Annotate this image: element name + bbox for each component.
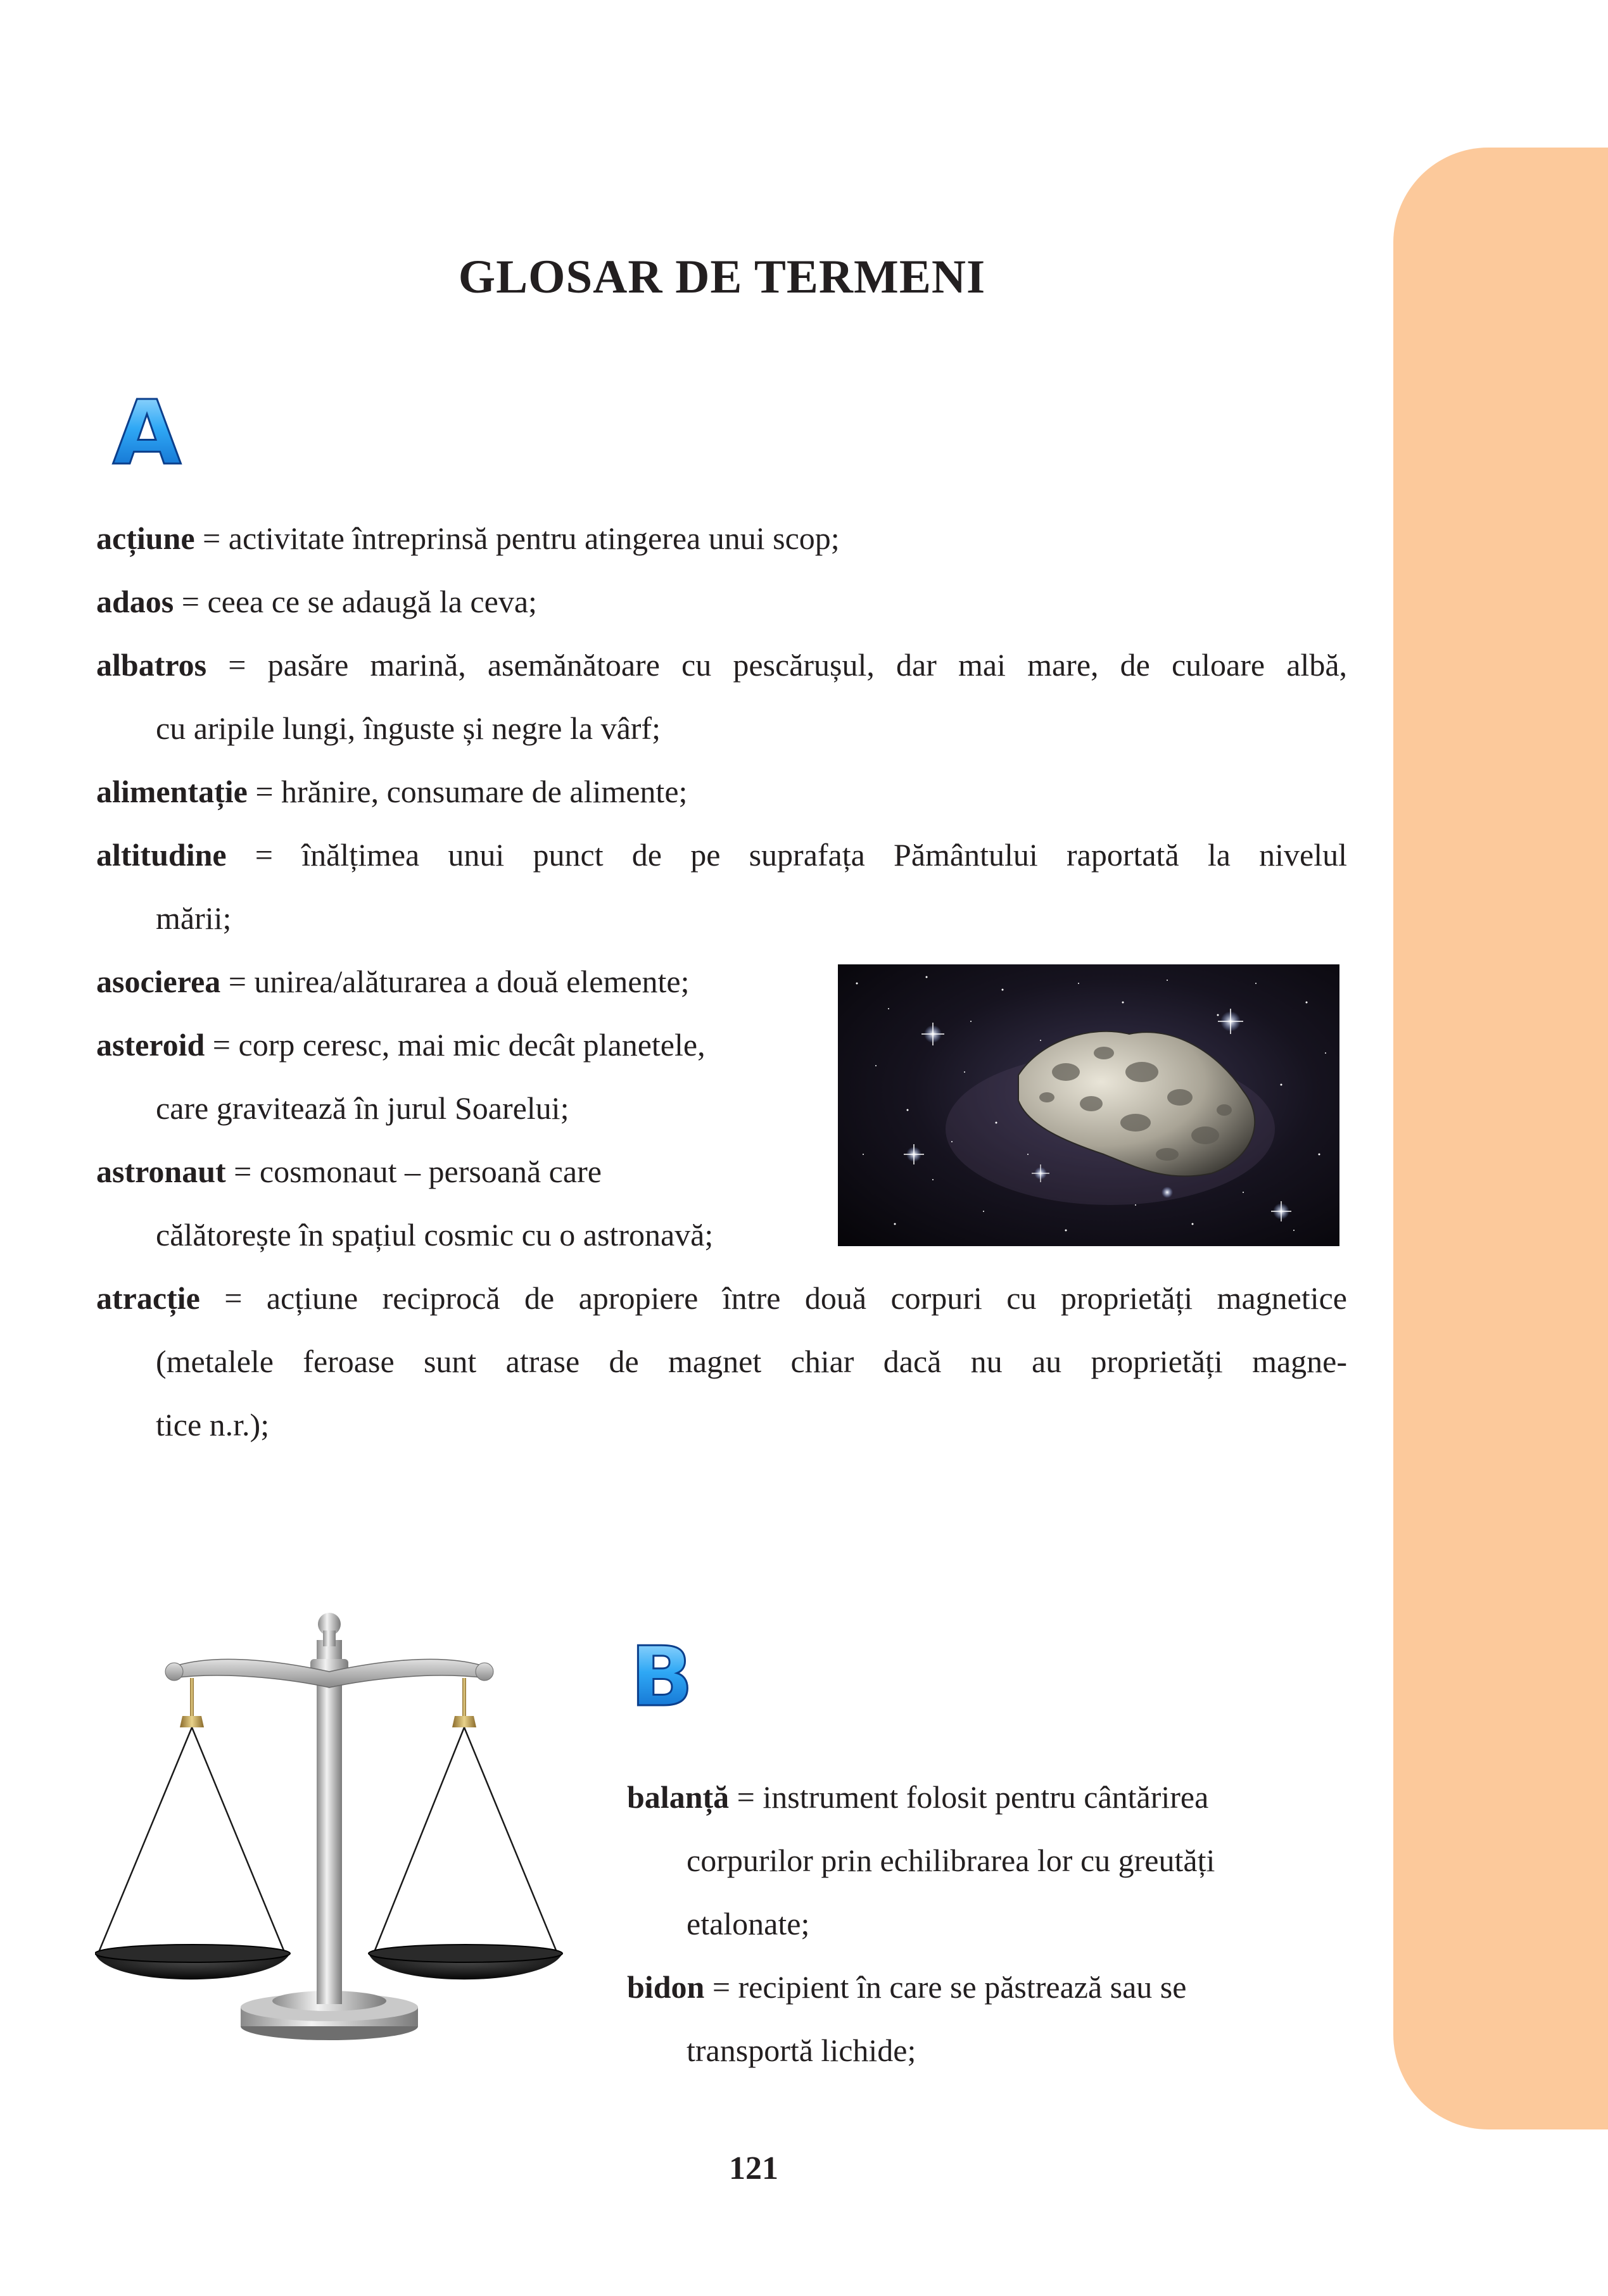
letter-a-icon (104, 393, 190, 472)
asteroid-image (838, 964, 1339, 1246)
glossary-section-b (627, 1765, 1343, 2082)
balance-scale-illustration (95, 1602, 564, 2045)
letter-b-icon (624, 1637, 700, 1713)
glossary-entry: albatros = pasăre marină, asemănătoare cu pescărușul, dar mai mare, de culoare albă, cu aripile lungi, înguste și negre la vârf; (96, 647, 1348, 746)
glossary-entry: adaos = ceea ce se adaugă la ceva; (96, 584, 537, 619)
page-number: 121 (729, 2150, 778, 2186)
glossary-entry: alimentație = hrănire, consumare de alimente; (96, 774, 688, 809)
svg-text:B: B (630, 1637, 693, 1713)
glossary-entry: balanță = instrument folosit pentru cântărirea corpurilor prin echilibrarea lor cu greutăți etalonate; (627, 1779, 1215, 1941)
glossary-entry: atracție = acțiune reciprocă de apropiere între două corpuri cu proprietăți magnetice (metalele feroase sunt atrase de magnet chiar dacă nu au proprietăți magne- tice n.r.); (96, 1280, 1347, 1442)
glossary-entry: asteroid = corp ceresc, mai mic decât planetele, care gravitează în jurul Soarelui; (96, 1027, 706, 1126)
glossary-entry: asocierea = unirea/alăturarea a două elemente; (96, 964, 690, 999)
side-color-tab (1393, 148, 1608, 2129)
glossary-entry: astronaut = cosmonaut – persoană care călătorește în spațiul cosmic cu o astronavă; (96, 1154, 714, 1252)
svg-text:A: A (112, 393, 182, 472)
glossary-entry: acțiune = activitate întreprinsă pentru atingerea unui scop; (96, 520, 840, 556)
glossary-entry: altitudine = înălțimea unui punct de pe suprafața Pământului raportată la nivelul mării; (96, 837, 1347, 936)
page-title: GLOSAR DE TERMENI (458, 251, 986, 303)
glossary-entry: bidon = recipient în care se păstrează sau se transportă lichide; (627, 1969, 1187, 2068)
